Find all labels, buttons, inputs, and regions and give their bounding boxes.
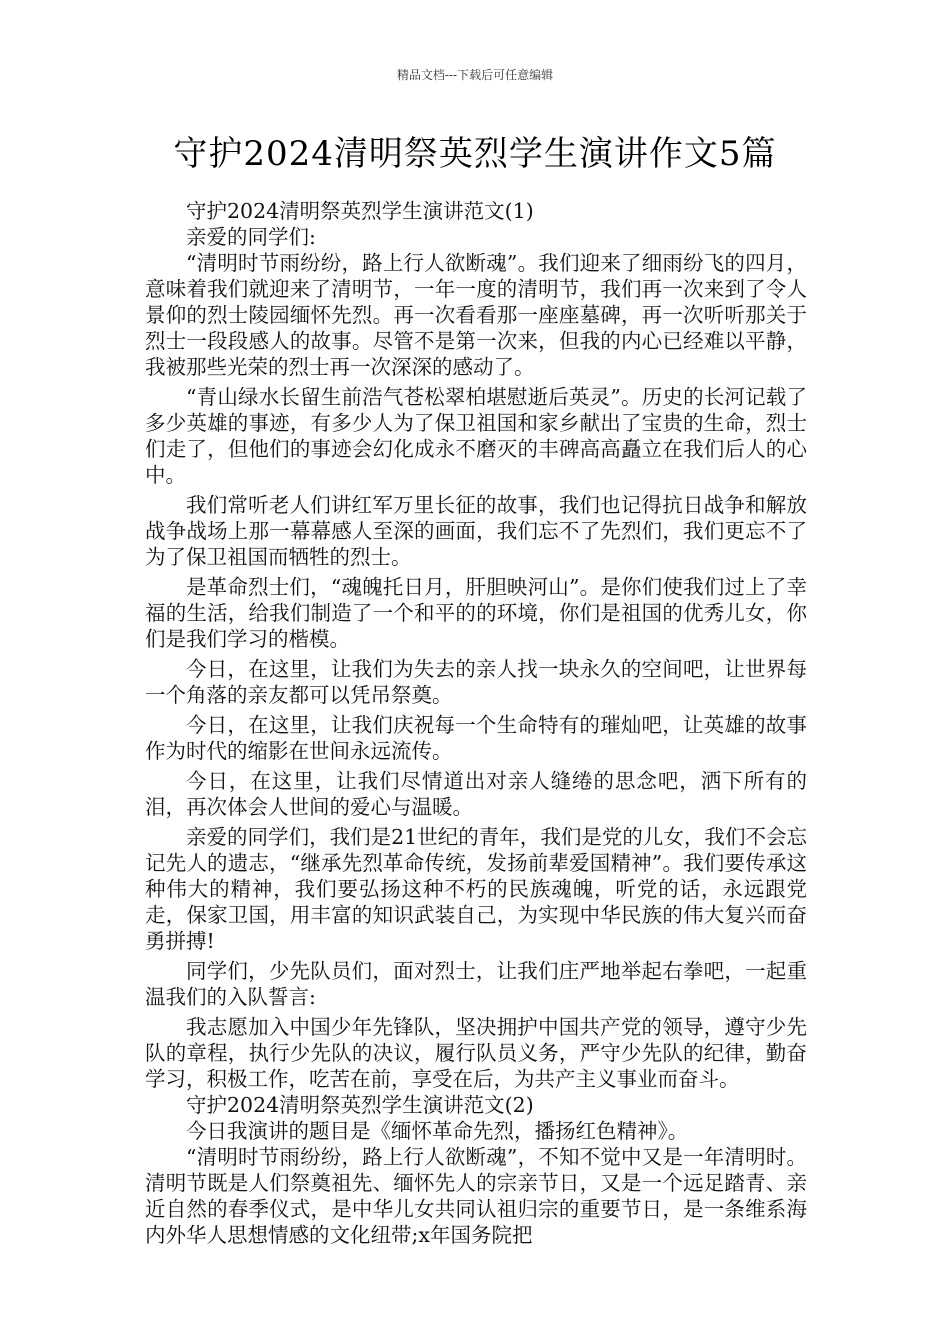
- paragraph: 今日，在这里，让我们为失去的亲人找一块永久的空间吧，让世界每一个角落的亲友都可以凭吊祭奠。: [145, 657, 807, 707]
- salutation: 亲爱的同学们:: [186, 225, 316, 249]
- section-heading-1: 守护2024清明祭英烈学生演讲范文(1): [186, 199, 534, 223]
- document-body: [145, 198, 807, 1248]
- paragraph: 我志愿加入中国少年先锋队，坚决拥护中国共产党的领导，遵守少先队的章程，执行少先队的决议，履行队员义务，严守少先队的纪律，勤奋学习，积极工作，吃苦在前，享受在后，为共产主义事业而奋斗。: [145, 1015, 807, 1091]
- paragraph: 今日，在这里，让我们庆祝每一个生命特有的璀灿吧，让英雄的故事作为时代的缩影在世间永远流传。: [145, 713, 807, 763]
- paragraph: 亲爱的同学们，我们是21世纪的青年，我们是党的儿女，我们不会忘记先人的遗志，“继承先烈革命传统，发扬前辈爱国精神”。我们要传承这种伟大的精神，我们要弘扬这种不朽的民族魂魄，听党的话，永远跟党走，保家卫国，用丰富的知识武装自己，为实现中华民族的伟大复兴而奋勇拼搏!: [145, 825, 807, 953]
- paragraph: 我们常听老人们讲红军万里长征的故事，我们也记得抗日战争和解放战争战场上那一幕幕感人至深的画面，我们忘不了先烈们，我们更忘不了为了保卫祖国而牺牲的烈士。: [145, 493, 807, 569]
- paragraph: 今日，在这里，让我们尽情道出对亲人缝绻的思念吧，洒下所有的泪，再次体会人世间的爱心与温暖。: [145, 769, 807, 819]
- paragraph: 是革命烈士们，“魂魄托日月，肝胆映河山”。是你们使我们过上了幸福的生活，给我们制造了一个和平的的环境，你们是祖国的优秀儿女，你们是我们学习的楷模。: [145, 575, 807, 651]
- paragraph: “清明时节雨纷纷，路上行人欲断魂”。我们迎来了细雨纷飞的四月，意味着我们就迎来了清明节，一年一度的清明节，我们再一次来到了令人景仰的烈士陵园缅怀先烈。再一次看看那一座座墓碑，再一次听听那关于烈士一段段感人的故事。尽管不是第一次来，但我的内心已经难以平静，我被那些光荣的烈士再一次深深的感动了。: [145, 251, 807, 379]
- paragraph: 今日我演讲的题目是《缅怀革命先烈，播扬红色精神》。: [186, 1119, 689, 1143]
- paragraph: “青山绿水长留生前浩气苍松翠柏堪慰逝后英灵”。历史的长河记载了多少英雄的事迹，有多少人为了保卫祖国和家乡献出了宝贵的生命，烈士们走了，但他们的事迹会幻化成永不磨灭的丰碑高高矗立在我们后人的心中。: [145, 385, 807, 487]
- page-header: 精品文档---下载后可任意编辑: [396, 68, 554, 82]
- paragraph: 同学们，少先队员们，面对烈士，让我们庄严地举起右拳吧，一起重温我们的入队誓言:: [145, 959, 807, 1009]
- section-heading-2: 守护2024清明祭英烈学生演讲范文(2): [186, 1093, 534, 1117]
- paragraph: “清明时节雨纷纷，路上行人欲断魂”，不知不觉中又是一年清明时。清明节既是人们祭奠祖先、缅怀先人的宗亲节日，又是一个远足踏青、亲近自然的春季仪式，是中华儿女共同认祖归宗的重要节日，是一条维系海内外华人思想情感的文化纽带;x年国务院把: [145, 1145, 807, 1247]
- document-title: 守护2024清明祭英烈学生演讲作文5篇: [173, 134, 777, 174]
